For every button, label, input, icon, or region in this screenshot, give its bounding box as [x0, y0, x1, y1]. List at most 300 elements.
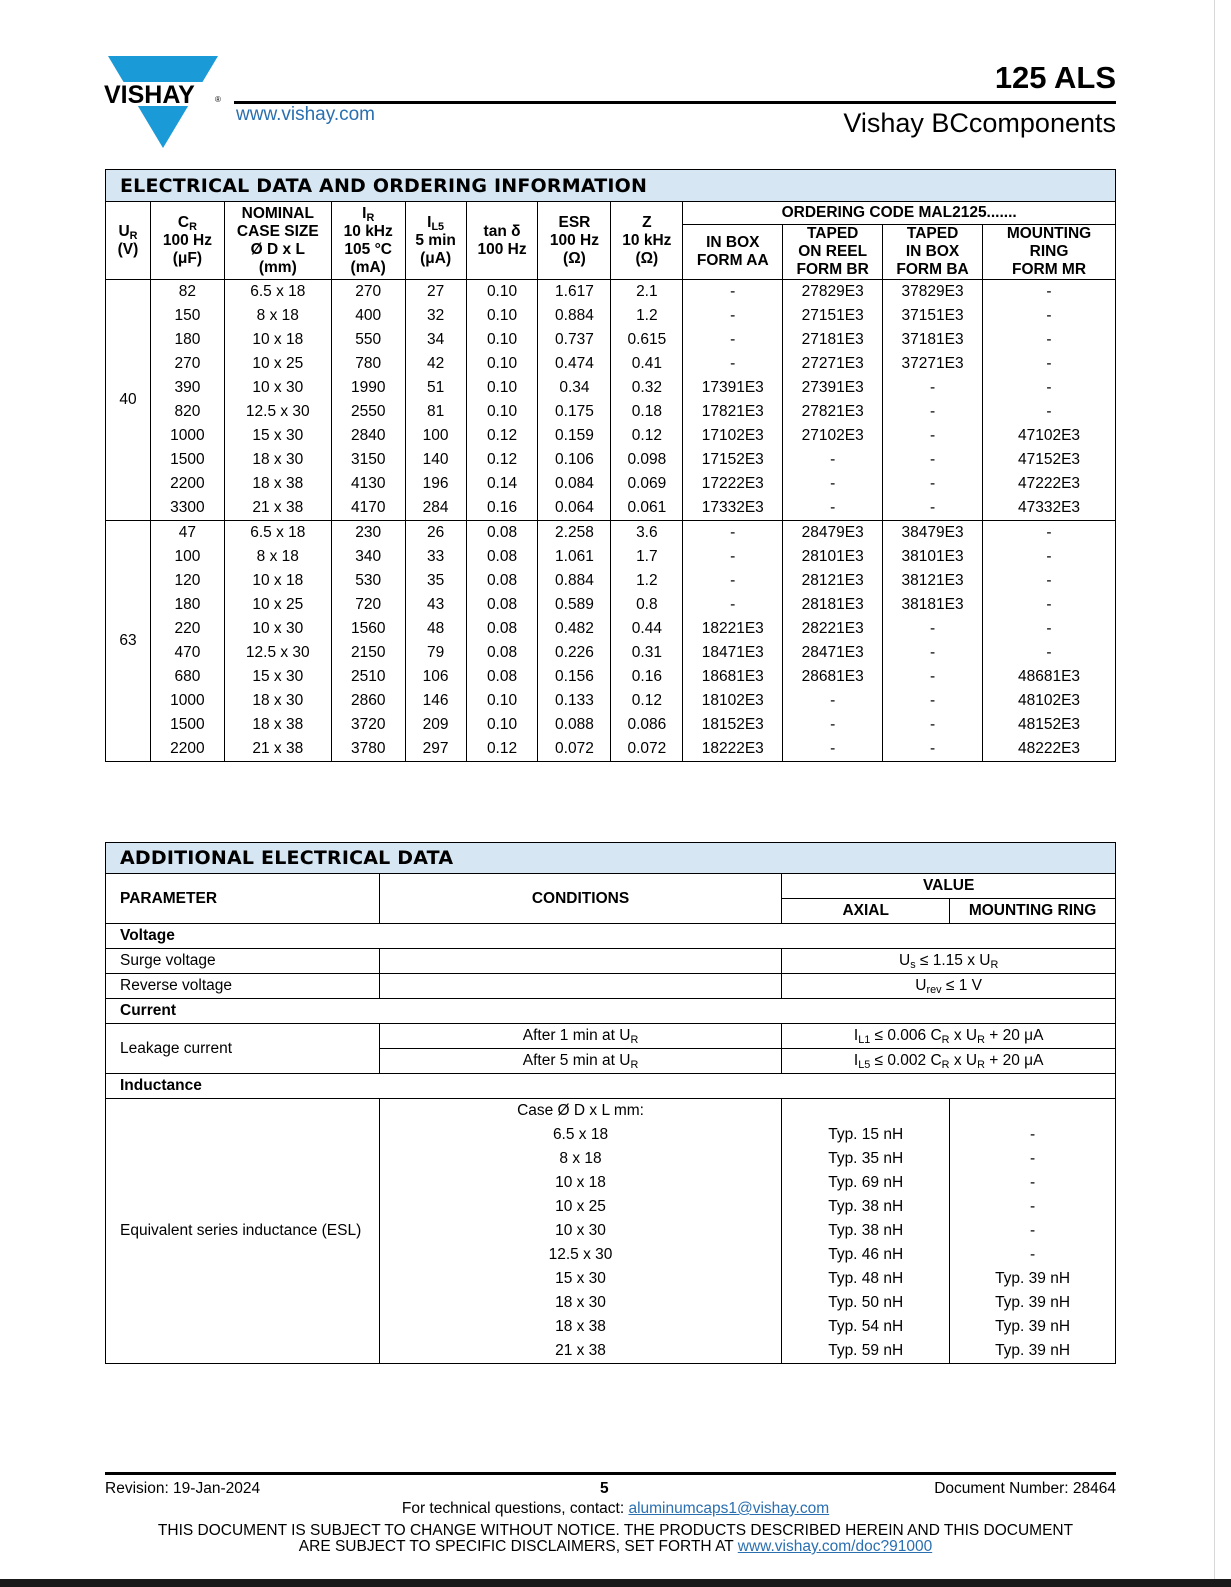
cell-esr: 0.156	[538, 665, 611, 689]
cell-case-size: 12.5 x 30	[224, 641, 331, 665]
table-row	[106, 713, 1116, 737]
cell-tan-delta: 0.08	[466, 521, 538, 546]
cell-cr: 1500	[150, 713, 224, 737]
esl-ring: -	[950, 1195, 1116, 1219]
esl-axial: Typ. 50 nH	[782, 1291, 950, 1315]
cell-form-mr: 48102E3	[983, 689, 1116, 713]
cell-ir: 720	[331, 593, 405, 617]
cell-form-br: -	[783, 472, 883, 496]
cond-leakage-5min: After 5 min at $U_R$	[379, 1049, 782, 1074]
cell-form-mr: -	[983, 328, 1116, 352]
cell-form-aa: -	[683, 545, 783, 569]
cell-case-size: 6.5 x 18	[224, 521, 331, 546]
cell-esr: 0.737	[538, 328, 611, 352]
cell-form-ba: -	[883, 448, 983, 472]
cell-form-br: 28681E3	[783, 665, 883, 689]
cell-form-ba: -	[883, 737, 983, 762]
table-row	[106, 617, 1116, 641]
table-row	[106, 689, 1116, 713]
cell-il5: 42	[405, 352, 466, 376]
cell-esr: 0.175	[538, 400, 611, 424]
esl-axial: Typ. 15 nH	[782, 1123, 950, 1147]
cell-form-mr: -	[983, 593, 1116, 617]
revision-date: Revision: 19-Jan-2024	[105, 1480, 261, 1497]
cell-esr: 0.226	[538, 641, 611, 665]
cell-form-ba: 37829E3	[883, 280, 983, 305]
esl-case: 10 x 25	[379, 1195, 782, 1219]
table-row	[106, 496, 1116, 521]
col-header-form-ba: TAPED IN BOX FORM BA	[883, 225, 983, 280]
cond-leakage-1min: After 1 min at $U_R$	[379, 1024, 782, 1049]
cell-form-ba: -	[883, 689, 983, 713]
cell-tan-delta: 0.12	[466, 424, 538, 448]
cell-form-mr: -	[983, 352, 1116, 376]
page-number: 5	[600, 1480, 609, 1497]
table-row	[106, 376, 1116, 400]
table-row	[106, 400, 1116, 424]
cell-form-mr: 47102E3	[983, 424, 1116, 448]
cond-surge-voltage	[379, 949, 782, 974]
cell-z: 0.12	[611, 689, 683, 713]
esl-case: 10 x 18	[379, 1171, 782, 1195]
cell-form-mr: -	[983, 545, 1116, 569]
cell-form-aa: -	[683, 521, 783, 546]
esl-case: 18 x 30	[379, 1291, 782, 1315]
cell-ir: 3150	[331, 448, 405, 472]
cell-case-size: 21 x 38	[224, 737, 331, 762]
esl-case: 6.5 x 18	[379, 1123, 782, 1147]
col-header-case-size: NOMINAL CASE SIZE Ø D x L (mm)	[224, 202, 331, 280]
cell-form-mr: -	[983, 521, 1116, 546]
cell-form-ba: 37181E3	[883, 328, 983, 352]
esl-case: 8 x 18	[379, 1147, 782, 1171]
cell-il5: 106	[405, 665, 466, 689]
cell-il5: 35	[405, 569, 466, 593]
table-row	[106, 448, 1116, 472]
cell-cr: 150	[150, 304, 224, 328]
cell-il5: 284	[405, 496, 466, 521]
cell-form-ba: 38479E3	[883, 521, 983, 546]
cell-form-br: 28181E3	[783, 593, 883, 617]
cell-case-size: 8 x 18	[224, 304, 331, 328]
cell-cr: 2200	[150, 472, 224, 496]
cell-case-size: 21 x 38	[224, 496, 331, 521]
cell-z: 1.2	[611, 304, 683, 328]
cell-form-br: 27391E3	[783, 376, 883, 400]
cell-ir: 780	[331, 352, 405, 376]
table-row	[106, 304, 1116, 328]
cell-il5: 51	[405, 376, 466, 400]
cell-tan-delta: 0.10	[466, 689, 538, 713]
cell-ir: 2150	[331, 641, 405, 665]
cell-cr: 470	[150, 641, 224, 665]
cell-form-ba: 37151E3	[883, 304, 983, 328]
cell-case-size: 10 x 25	[224, 352, 331, 376]
cell-cr: 82	[150, 280, 224, 305]
cell-form-mr: 47152E3	[983, 448, 1116, 472]
table-row	[106, 641, 1116, 665]
cell-case-size: 6.5 x 18	[224, 280, 331, 305]
site-url-link[interactable]: www.vishay.com	[236, 104, 376, 125]
cell-esr: 0.064	[538, 496, 611, 521]
cell-case-size: 18 x 30	[224, 689, 331, 713]
cell-ir: 2550	[331, 400, 405, 424]
col-header-mounting-ring: MOUNTING RING	[950, 899, 1116, 924]
cell-esr: 0.133	[538, 689, 611, 713]
cell-z: 1.7	[611, 545, 683, 569]
cell-ir: 4130	[331, 472, 405, 496]
cell-case-size: 10 x 30	[224, 376, 331, 400]
cell-cr: 180	[150, 593, 224, 617]
cell-case-size: 18 x 38	[224, 472, 331, 496]
vishay-logo	[104, 54, 222, 150]
cell-tan-delta: 0.10	[466, 352, 538, 376]
cell-form-br: -	[783, 496, 883, 521]
cell-form-aa: 17222E3	[683, 472, 783, 496]
col-header-esr: ESR 100 Hz (Ω)	[538, 202, 611, 280]
cell-case-size: 18 x 38	[224, 713, 331, 737]
cell-form-mr: -	[983, 641, 1116, 665]
cell-il5: 140	[405, 448, 466, 472]
esl-axial: Typ. 38 nH	[782, 1219, 950, 1243]
cell-il5: 32	[405, 304, 466, 328]
cell-ir: 1990	[331, 376, 405, 400]
table-row	[106, 737, 1116, 762]
col-header-ir: $I_R$ 10 kHz 105 °C (mA)	[331, 202, 405, 280]
cell-form-br: 27829E3	[783, 280, 883, 305]
cell-form-mr: -	[983, 304, 1116, 328]
cell-tan-delta: 0.08	[466, 593, 538, 617]
cell-z: 0.18	[611, 400, 683, 424]
cell-ir: 1560	[331, 617, 405, 641]
cell-form-br: 27151E3	[783, 304, 883, 328]
cell-z: 0.12	[611, 424, 683, 448]
cell-esr: 0.159	[538, 424, 611, 448]
cell-form-br: 28479E3	[783, 521, 883, 546]
cell-ir: 2860	[331, 689, 405, 713]
cell-tan-delta: 0.10	[466, 400, 538, 424]
cell-il5: 79	[405, 641, 466, 665]
cell-esr: 1.617	[538, 280, 611, 305]
cell-tan-delta: 0.10	[466, 328, 538, 352]
col-header-form-mr: MOUNTING RING FORM MR	[983, 225, 1116, 280]
cell-esr: 0.106	[538, 448, 611, 472]
cell-il5: 196	[405, 472, 466, 496]
cell-form-aa: 18681E3	[683, 665, 783, 689]
cell-form-br: 28101E3	[783, 545, 883, 569]
cell-case-size: 10 x 18	[224, 569, 331, 593]
cell-ir: 270	[331, 280, 405, 305]
cell-form-ba: -	[883, 424, 983, 448]
disclaimer-line-2: ARE SUBJECT TO SPECIFIC DISCLAIMERS, SET FORTH AT www.vishay.com/doc?91000	[298, 1538, 933, 1555]
cell-cr: 220	[150, 617, 224, 641]
section-voltage: Voltage	[106, 924, 1116, 949]
additional-electrical-data-table	[105, 842, 1116, 1364]
cell-form-mr: -	[983, 569, 1116, 593]
cell-cr: 820	[150, 400, 224, 424]
esl-axial: Typ. 46 nH	[782, 1243, 950, 1267]
esl-case: 21 x 38	[379, 1339, 782, 1364]
cell-esr: 0.084	[538, 472, 611, 496]
cell-form-ba: -	[883, 617, 983, 641]
cell-form-mr: -	[983, 280, 1116, 305]
value-surge-voltage: $U_s \le 1.15$ x $U_R$	[782, 949, 1116, 974]
cell-form-ba: 38101E3	[883, 545, 983, 569]
cell-form-aa: 18471E3	[683, 641, 783, 665]
cell-case-size: 18 x 30	[224, 448, 331, 472]
cell-z: 0.44	[611, 617, 683, 641]
cell-esr: 0.34	[538, 376, 611, 400]
cell-tan-delta: 0.08	[466, 569, 538, 593]
cell-form-aa: 18221E3	[683, 617, 783, 641]
cell-z: 0.8	[611, 593, 683, 617]
cell-cr: 1000	[150, 424, 224, 448]
esl-ring: Typ. 39 nH	[950, 1291, 1116, 1315]
col-header-tan-delta: tan δ 100 Hz	[466, 202, 538, 280]
param-esl: Equivalent series inductance (ESL)	[106, 1099, 380, 1364]
cell-il5: 33	[405, 545, 466, 569]
cell-form-aa: -	[683, 569, 783, 593]
table-row	[106, 665, 1116, 689]
value-leakage-1min: $I_{L1} \le 0.006$ $C_R$ x $U_R + 20$ μA	[782, 1024, 1116, 1049]
cell-form-ba: -	[883, 400, 983, 424]
section-inductance: Inductance	[106, 1074, 1116, 1099]
cell-form-mr: 47222E3	[983, 472, 1116, 496]
value-reverse-voltage: $U_{rev} \le 1$ V	[782, 974, 1116, 999]
cell-form-br: -	[783, 448, 883, 472]
disclaimer-line-1: THIS DOCUMENT IS SUBJECT TO CHANGE WITHOUT NOTICE. THE PRODUCTS DESCRIBED HEREIN AND THIS DOCUMENT	[157, 1522, 1074, 1539]
cell-cr: 1500	[150, 448, 224, 472]
cell-tan-delta: 0.12	[466, 737, 538, 762]
cell-ir: 550	[331, 328, 405, 352]
cell-form-br: -	[783, 689, 883, 713]
page-bottom-edge	[0, 1579, 1231, 1587]
esl-axial: Typ. 54 nH	[782, 1315, 950, 1339]
cell-ur: 63	[106, 521, 151, 762]
cell-case-size: 10 x 25	[224, 593, 331, 617]
cell-ir: 4170	[331, 496, 405, 521]
cell-tan-delta: 0.08	[466, 545, 538, 569]
cell-cr: 100	[150, 545, 224, 569]
cell-form-br: -	[783, 713, 883, 737]
cell-form-aa: -	[683, 280, 783, 305]
cell-z: 0.31	[611, 641, 683, 665]
document-number: Document Number: 28464	[934, 1480, 1116, 1497]
document-subtitle: Vishay BCcomponents	[843, 108, 1116, 138]
case-header: Case Ø D x L mm:	[379, 1099, 782, 1124]
cell-case-size: 10 x 18	[224, 328, 331, 352]
cell-z: 3.6	[611, 521, 683, 546]
table2-title: ADDITIONAL ELECTRICAL DATA	[106, 843, 1116, 874]
cell-tan-delta: 0.08	[466, 665, 538, 689]
cell-form-br: 27271E3	[783, 352, 883, 376]
cell-form-ba: -	[883, 376, 983, 400]
cell-tan-delta: 0.08	[466, 617, 538, 641]
cell-cr: 47	[150, 521, 224, 546]
esl-ring: -	[950, 1171, 1116, 1195]
cell-esr: 0.482	[538, 617, 611, 641]
cell-form-mr: -	[983, 400, 1116, 424]
cell-form-ba: -	[883, 641, 983, 665]
cell-form-br: 27181E3	[783, 328, 883, 352]
cell-form-mr: 48152E3	[983, 713, 1116, 737]
table-row	[106, 569, 1116, 593]
cell-z: 1.2	[611, 569, 683, 593]
param-surge-voltage: Surge voltage	[106, 949, 380, 974]
cell-il5: 297	[405, 737, 466, 762]
esl-ring: Typ. 39 nH	[950, 1315, 1116, 1339]
cell-z: 0.061	[611, 496, 683, 521]
cell-cr: 270	[150, 352, 224, 376]
esl-axial-blank	[782, 1099, 950, 1124]
cell-tan-delta: 0.10	[466, 713, 538, 737]
cell-z: 0.098	[611, 448, 683, 472]
footer-rule	[105, 1472, 1116, 1475]
esl-ring: -	[950, 1123, 1116, 1147]
cell-form-aa: -	[683, 304, 783, 328]
cell-il5: 209	[405, 713, 466, 737]
contact-email-link[interactable]: aluminumcaps1@vishay.com	[628, 1500, 830, 1517]
cell-il5: 48	[405, 617, 466, 641]
esl-ring: -	[950, 1147, 1116, 1171]
col-header-form-aa: IN BOX FORM AA	[683, 225, 783, 280]
cell-form-ba: 38121E3	[883, 569, 983, 593]
cond-reverse-voltage	[379, 974, 782, 999]
svg-text:®: ®	[215, 95, 221, 104]
contact-line: For technical questions, contact: aluminumcaps1@vishay.com	[401, 1500, 830, 1517]
col-header-form-br: TAPED ON REEL FORM BR	[783, 225, 883, 280]
col-header-conditions: CONDITIONS	[379, 874, 782, 924]
esl-axial: Typ. 59 nH	[782, 1339, 950, 1364]
cell-z: 2.1	[611, 280, 683, 305]
section-current: Current	[106, 999, 1116, 1024]
cell-tan-delta: 0.14	[466, 472, 538, 496]
cell-cr: 1000	[150, 689, 224, 713]
cell-form-mr: 47332E3	[983, 496, 1116, 521]
col-header-ordering-code: ORDERING CODE MAL2125.......	[683, 202, 1116, 225]
esl-ring-blank	[950, 1099, 1116, 1124]
esl-case: 15 x 30	[379, 1267, 782, 1291]
cell-form-mr: 48681E3	[983, 665, 1116, 689]
svg-text:VISHAY: VISHAY	[104, 81, 195, 109]
cell-form-aa: 17152E3	[683, 448, 783, 472]
esl-ring: -	[950, 1243, 1116, 1267]
cell-il5: 26	[405, 521, 466, 546]
cell-esr: 0.884	[538, 569, 611, 593]
cell-ir: 3720	[331, 713, 405, 737]
col-header-cr: $C_R$ 100 Hz (μF)	[150, 202, 224, 280]
param-leakage-current: Leakage current	[106, 1024, 380, 1074]
esl-axial: Typ. 35 nH	[782, 1147, 950, 1171]
cell-ir: 400	[331, 304, 405, 328]
cell-form-ba: -	[883, 472, 983, 496]
col-header-value: VALUE	[782, 874, 1116, 899]
cell-ir: 2510	[331, 665, 405, 689]
cell-case-size: 15 x 30	[224, 665, 331, 689]
cell-form-aa: 17391E3	[683, 376, 783, 400]
cell-cr: 180	[150, 328, 224, 352]
cell-tan-delta: 0.16	[466, 496, 538, 521]
cell-cr: 2200	[150, 737, 224, 762]
cell-form-br: 28121E3	[783, 569, 883, 593]
cell-ir: 3780	[331, 737, 405, 762]
cell-z: 0.32	[611, 376, 683, 400]
cell-form-ba: -	[883, 496, 983, 521]
col-header-z: Z 10 kHz (Ω)	[611, 202, 683, 280]
cell-cr: 390	[150, 376, 224, 400]
cell-case-size: 8 x 18	[224, 545, 331, 569]
param-reverse-voltage: Reverse voltage	[106, 974, 380, 999]
cell-form-aa: -	[683, 328, 783, 352]
cell-z: 0.16	[611, 665, 683, 689]
table1-title: ELECTRICAL DATA AND ORDERING INFORMATION	[106, 170, 1116, 202]
cell-form-aa: -	[683, 352, 783, 376]
cell-form-aa: 17102E3	[683, 424, 783, 448]
cell-esr: 1.061	[538, 545, 611, 569]
cell-z: 0.069	[611, 472, 683, 496]
cell-form-br: 28221E3	[783, 617, 883, 641]
col-header-parameter: PARAMETER	[106, 874, 380, 924]
cell-tan-delta: 0.08	[466, 641, 538, 665]
cell-case-size: 10 x 30	[224, 617, 331, 641]
esl-ring: Typ. 39 nH	[950, 1267, 1116, 1291]
cell-esr: 0.474	[538, 352, 611, 376]
esl-ring: -	[950, 1219, 1116, 1243]
cell-form-ba: -	[883, 713, 983, 737]
cell-il5: 100	[405, 424, 466, 448]
cell-case-size: 12.5 x 30	[224, 400, 331, 424]
cell-form-br: 27102E3	[783, 424, 883, 448]
cell-form-aa: 17332E3	[683, 496, 783, 521]
cell-form-ba: 38181E3	[883, 593, 983, 617]
cell-il5: 27	[405, 280, 466, 305]
disclaimer-link[interactable]: www.vishay.com/doc?91000	[737, 1538, 933, 1555]
cell-esr: 0.088	[538, 713, 611, 737]
cell-esr: 0.072	[538, 737, 611, 762]
table-row	[106, 593, 1116, 617]
cell-ir: 340	[331, 545, 405, 569]
cell-form-br: 28471E3	[783, 641, 883, 665]
cell-ir: 2840	[331, 424, 405, 448]
table-row	[106, 545, 1116, 569]
document-title: 125 ALS	[994, 60, 1116, 95]
cell-cr: 680	[150, 665, 224, 689]
cell-tan-delta: 0.10	[466, 376, 538, 400]
cell-form-br: 27821E3	[783, 400, 883, 424]
cell-il5: 146	[405, 689, 466, 713]
cell-form-aa: -	[683, 593, 783, 617]
cell-form-aa: 18102E3	[683, 689, 783, 713]
cell-z: 0.086	[611, 713, 683, 737]
cell-form-br: -	[783, 737, 883, 762]
cell-ir: 230	[331, 521, 405, 546]
cell-form-mr: -	[983, 617, 1116, 641]
cell-esr: 0.589	[538, 593, 611, 617]
cell-tan-delta: 0.10	[466, 280, 538, 305]
cell-ir: 530	[331, 569, 405, 593]
cell-case-size: 15 x 30	[224, 424, 331, 448]
table-row	[106, 424, 1116, 448]
page-right-margin	[1214, 0, 1231, 1587]
cell-form-aa: 18152E3	[683, 713, 783, 737]
cell-tan-delta: 0.10	[466, 304, 538, 328]
cell-z: 0.41	[611, 352, 683, 376]
cell-il5: 81	[405, 400, 466, 424]
cell-form-ba: 37271E3	[883, 352, 983, 376]
table-row	[106, 472, 1116, 496]
cell-il5: 34	[405, 328, 466, 352]
cell-il5: 43	[405, 593, 466, 617]
